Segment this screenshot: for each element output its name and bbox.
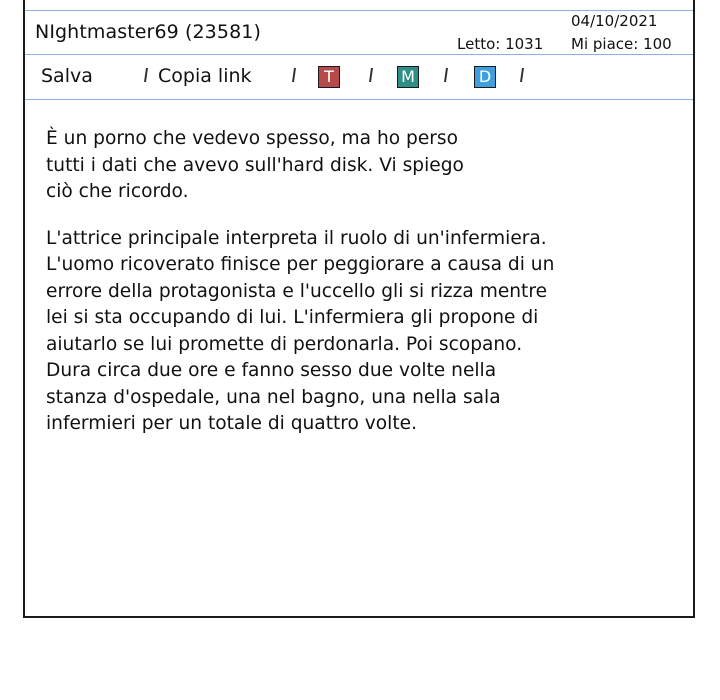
text-line: infermieri per un totale di quattro volte. (46, 413, 417, 434)
text-line: È un porno che vedevo spesso, ma ho perso (46, 128, 458, 149)
text-line: tutti i dati che avevo sull'hard disk. Vi spiego (46, 154, 464, 176)
t-badge-icon[interactable]: T (318, 66, 340, 88)
text-line: aiutarlo se lui promette di perdonarla. Poi scopano. (46, 333, 523, 355)
text-line: ciò che ricordo. (46, 181, 189, 202)
copy-link-button[interactable]: Copia link (158, 65, 252, 87)
post-date: 04/10/2021 (571, 12, 658, 30)
separator (144, 68, 147, 82)
text-line: stanza d'ospedale, una nel bagno, una nella sala (46, 386, 501, 408)
post-panel (23, 0, 695, 618)
text-line: L'uomo ricoverato finisce per peggiorare a causa di un (46, 254, 555, 275)
text-line: Dura circa due ore e fanno sesso due volte nella (46, 360, 497, 381)
text-line: lei si sta occupando di lui. L'infermiera gli propone di (46, 307, 539, 328)
save-button[interactable]: Salva (41, 65, 93, 87)
text-line: L'attrice principale interpreta il ruolo di un'infermiera. (46, 227, 547, 249)
top-divider (25, 0, 693, 11)
m-badge-icon[interactable]: M (397, 66, 419, 88)
body-paragraph-2 (46, 226, 666, 438)
separator (444, 68, 447, 82)
post-toolbar (25, 55, 693, 100)
author-name[interactable]: NIghtmaster69 (23581) (35, 21, 261, 43)
text-line: errore della protagonista e l'uccello gli si rizza mentre (46, 280, 548, 302)
read-count: Letto: 1031 (457, 35, 544, 53)
separator (369, 68, 372, 82)
separator (520, 68, 523, 82)
post-body (46, 126, 666, 458)
body-paragraph-1 (46, 126, 666, 206)
d-badge-icon[interactable]: D (474, 66, 496, 88)
like-count: Mi piace: 100 (571, 35, 672, 53)
post-header (25, 11, 693, 55)
separator (292, 68, 295, 82)
